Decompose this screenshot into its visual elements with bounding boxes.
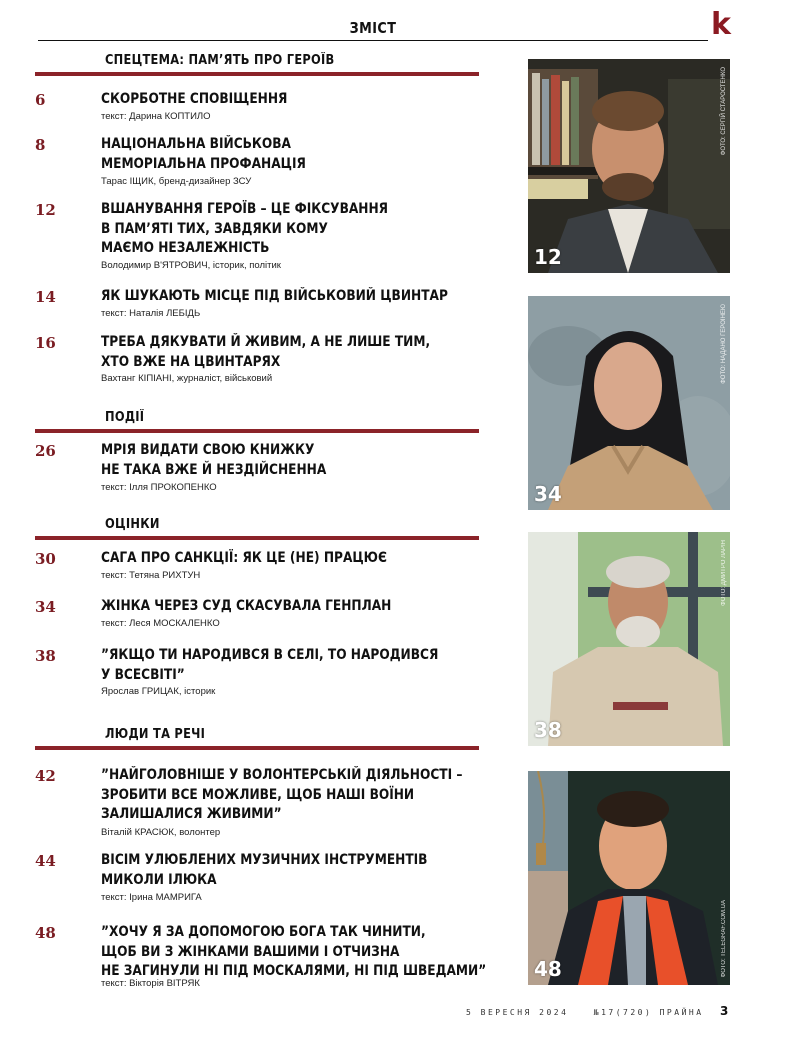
entry-byline: Ярослав ГРИЦАК, історик bbox=[101, 686, 216, 697]
entry-title: МРІЯ ВИДАТИ СВОЮ КНИЖКУ НЕ ТАКА ВЖЕ Й НЕЗДІЙСНЕННА bbox=[101, 442, 327, 478]
section-title: ЛЮДИ ТА РЕЧІ bbox=[105, 727, 206, 742]
entry-page-number: 44 bbox=[35, 852, 56, 870]
entry-page-number: 16 bbox=[35, 334, 56, 352]
entry-byline: текст: Тетяна РИХТУН bbox=[101, 570, 201, 581]
entry-byline: текст: Дарина КОПТИЛО bbox=[101, 111, 211, 122]
entry-page-number: 14 bbox=[35, 288, 56, 306]
entry-page-number: 38 bbox=[35, 647, 56, 665]
entry-byline: текст: Ірина МАМРИГА bbox=[101, 892, 202, 903]
photo-credit: ФОТО: НАДАНО ГЕРОЇНЕЮ bbox=[721, 304, 727, 384]
entry-byline: текст: Леся МОСКАЛЕНКО bbox=[101, 618, 220, 629]
issue-date: 5 ВЕРЕСНЯ 2024 bbox=[466, 1008, 569, 1017]
issue-number: №17(720) ПРАЙНА bbox=[593, 1008, 704, 1017]
entry-byline: текст: Ілля ПРОКОПЕНКО bbox=[101, 482, 217, 493]
section-assessments bbox=[35, 512, 479, 540]
entry-title: ”НАЙГОЛОВНІШЕ У ВОЛОНТЕРСЬКІЙ ДІЯЛЬНОСТІ – ЗРОБИТИ ВСЕ МОЖЛИВЕ, ЩОБ НАШІ ВОЇНИ ЗАЛИШАЛИСЯ ЖИВИМИ” bbox=[101, 767, 463, 822]
entry-title: САГА ПРО САНКЦІЇ: ЯК ЦЕ (НЕ) ПРАЦЮЄ bbox=[101, 550, 387, 566]
entry-title: ЯК ШУКАЮТЬ МІСЦЕ ПІД ВІЙСЬКОВИЙ ЦВИНТАР bbox=[101, 288, 448, 304]
section-special-topic bbox=[35, 48, 479, 76]
section-header bbox=[35, 48, 479, 76]
entry-page-number: 34 bbox=[35, 598, 56, 616]
photo-page-label: 48 bbox=[534, 957, 562, 981]
photo-credit: ФОТО: СЕРГІЙ СТАРОСТЕНКО bbox=[721, 67, 727, 156]
entry-page-number: 6 bbox=[35, 91, 46, 109]
photo-mazepa-painting[interactable] bbox=[528, 771, 730, 985]
page-footer bbox=[466, 1008, 722, 1017]
entry-byline: Вахтанг КІПІАНІ, журналіст, військовий bbox=[101, 373, 273, 384]
section-title: СПЕЦТЕМА: ПАМ’ЯТЬ ПРО ГЕРОЇВ bbox=[105, 53, 335, 68]
photo-hrytsak[interactable] bbox=[528, 532, 730, 746]
entry-byline: Володимир В'ЯТРОВИЧ, історик, політик bbox=[101, 260, 281, 271]
portrait-woman-image bbox=[528, 296, 730, 510]
entry-title: ”ХОЧУ Я ЗА ДОПОМОГОЮ БОГА ТАК ЧИНИТИ, ЩОБ ВИ З ЖІНКАМИ ВАШИМИ І ОТЧИЗНА НЕ ЗАГИНУЛИ НІ ПІД МОСКАЛЯМИ, НІ ПІД ШВЕДАМИ” bbox=[101, 924, 487, 979]
entry-byline: Тарас ІЩИК, бренд-дизайнер ЗСУ bbox=[101, 176, 252, 187]
entry-page-number: 30 bbox=[35, 550, 56, 568]
entry-byline: Віталій КРАСЮК, волонтер bbox=[101, 827, 221, 838]
section-header bbox=[35, 512, 479, 540]
section-title: ОЦІНКИ bbox=[105, 517, 160, 532]
portrait-man-suit-image bbox=[528, 59, 730, 273]
magazine-logo: k bbox=[711, 7, 731, 42]
entry-byline: текст: Наталія ЛЕБІДЬ bbox=[101, 308, 201, 319]
photo-woman[interactable] bbox=[528, 296, 730, 510]
entry-title: ВШАНУВАННЯ ГЕРОЇВ – ЦЕ ФІКСУВАННЯ В ПАМ’ЯТІ ТИХ, ЗАВДЯКИ КОМУ МАЄМО НЕЗАЛЕЖНІСТЬ bbox=[101, 201, 389, 256]
entry-title: ВІСІМ УЛЮБЛЕНИХ МУЗИЧНИХ ІНСТРУМЕНТІВ МИКОЛИ ІЛЮКА bbox=[101, 852, 428, 888]
section-header bbox=[35, 405, 479, 433]
entry-title: ТРЕБА ДЯКУВАТИ Й ЖИВИМ, А НЕ ЛИШЕ ТИМ, ХТО ВЖЕ НА ЦВИНТАРЯХ bbox=[101, 334, 431, 370]
entry-title: ЖІНКА ЧЕРЕЗ СУД СКАСУВАЛА ГЕНПЛАН bbox=[101, 598, 392, 614]
photo-viatrovych[interactable] bbox=[528, 59, 730, 273]
entry-title: СКОРБОТНЕ СПОВІЩЕННЯ bbox=[101, 91, 288, 107]
entry-page-number: 12 bbox=[35, 201, 56, 219]
historical-portrait-painting-image bbox=[528, 771, 730, 985]
photo-credit: ФОТО: TELEGRAF.COM.UA bbox=[721, 899, 727, 977]
entry-page-number: 48 bbox=[35, 924, 56, 942]
entry-page-number: 42 bbox=[35, 767, 56, 785]
section-title: ПОДІЇ bbox=[105, 410, 145, 425]
page-number: 3 bbox=[720, 1004, 729, 1018]
section-events bbox=[35, 405, 479, 433]
section-header bbox=[35, 722, 479, 750]
entry-page-number: 26 bbox=[35, 442, 56, 460]
photo-page-label: 38 bbox=[534, 718, 562, 742]
photo-credit: ФОТО: ДМИТРО ЛАРІН bbox=[721, 540, 727, 606]
portrait-grey-bearded-man-image bbox=[528, 532, 730, 746]
page-header bbox=[38, 18, 708, 41]
section-people-and-things bbox=[35, 722, 479, 750]
entry-page-number: 8 bbox=[35, 136, 46, 154]
entry-title: ”ЯКЩО ТИ НАРОДИВСЯ В СЕЛІ, ТО НАРОДИВСЯ У ВСЕСВІТІ” bbox=[101, 647, 439, 683]
entry-title: НАЦІОНАЛЬНА ВІЙСЬКОВА МЕМОРІАЛЬНА ПРОФАНАЦІЯ bbox=[101, 136, 306, 172]
photo-page-label: 34 bbox=[534, 482, 562, 506]
photo-page-label: 12 bbox=[534, 245, 562, 269]
page-title: ЗМІСТ bbox=[349, 19, 397, 37]
entry-byline: текст: Вікторія ВІТРЯК bbox=[101, 978, 200, 989]
